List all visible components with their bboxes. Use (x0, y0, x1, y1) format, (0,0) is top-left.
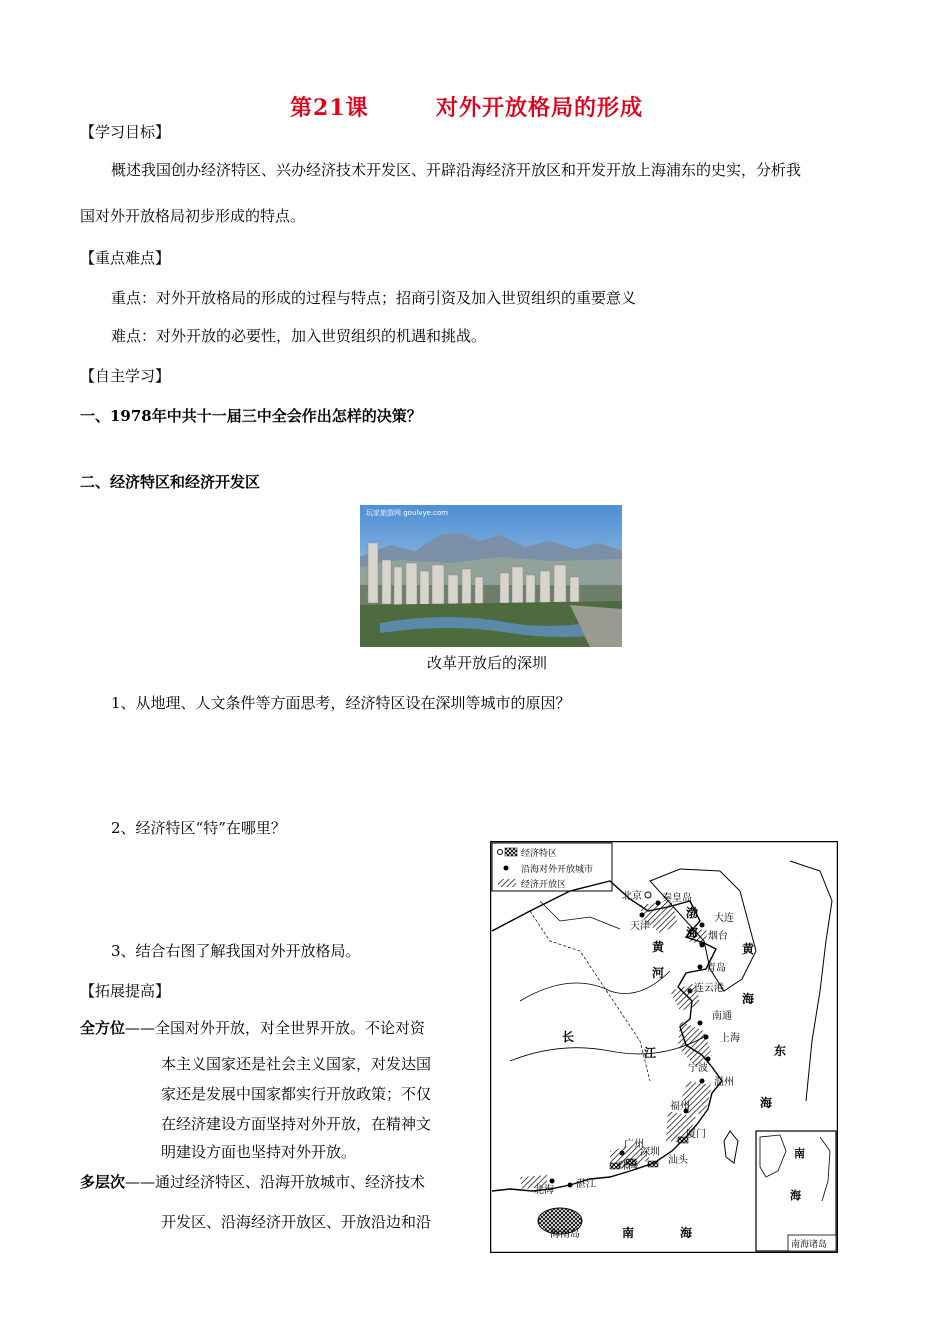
sea-dong-2: 海 (760, 1096, 773, 1110)
quanfangwei-row (80, 1018, 425, 1038)
page-title (290, 91, 643, 122)
legend-2: 沿海对外开放城市 (521, 865, 594, 875)
goals-text-line1: 概述我国创办经济特区、兴办经济技术开发区、开辟沿海经济开放区和开发开放上海浦东的史实，分析我 (111, 161, 802, 179)
city-zhuhai: 珠海 (618, 1161, 638, 1172)
sub-question-1: 1、从地理、人文条件等方面思考，经济特区设在深圳等城市的原因？ (111, 694, 571, 712)
inset-label: 南海诸岛 (791, 1240, 828, 1250)
duocengci-dash: —— (125, 1173, 156, 1191)
sea-huang-2: 海 (742, 992, 755, 1006)
river-huang: 黄 (652, 940, 665, 954)
sea-huang: 黄 (742, 942, 755, 956)
city-beijing: 北京 (622, 891, 642, 902)
city-xiamen: 厦门 (686, 1129, 706, 1140)
duocengci-line1: 通过经济特区、沿海开放城市、经济技术 (155, 1173, 426, 1191)
quanfangwei-dash: —— (125, 1019, 156, 1037)
difficult-point: 难点：对外开放的必要性，加入世贸组织的机遇和挑战。 (111, 327, 487, 345)
sub-question-3: 3、结合右图了解我国对外开放格局。 (111, 942, 361, 960)
inset-hai: 海 (790, 1189, 801, 1202)
river-jiang: 江 (644, 1046, 657, 1060)
sea-dong: 东 (774, 1044, 787, 1058)
sea-bo: 渤 (686, 906, 699, 920)
quanfangwei-line1: 全国对外开放，对全世界开放。不论对资 (155, 1019, 426, 1037)
city-yantai: 烟台 (708, 931, 728, 942)
photo-caption: 改革开放后的深圳 (427, 654, 548, 672)
self-study-heading: 【自主学习】 (80, 367, 171, 385)
quanfangwei-line3: 家还是发展中国家都实行开放政策；不仅 (161, 1085, 432, 1103)
key-point: 重点：对外开放格局的形成的过程与特点；招商引资及加入世贸组织的重要意义 (111, 289, 637, 307)
goals-heading: 【学习目标】 (80, 123, 171, 141)
city-hainan: 海南岛 (550, 1229, 580, 1240)
key-heading: 【重点难点】 (80, 249, 171, 267)
quanfangwei-line2: 本主义国家还是社会主义国家，对发达国 (161, 1055, 432, 1073)
river-chang: 长 (562, 1030, 575, 1044)
sea-nan: 南 (622, 1226, 635, 1240)
extend-heading: 【拓展提高】 (80, 982, 171, 1000)
sea-bo-2: 海 (686, 926, 699, 940)
duocengci-row (80, 1172, 425, 1192)
city-tianjin: 天津 (630, 921, 650, 932)
quanfangwei-line4: 在经济建设方面坚持对外开放，在精神文 (161, 1115, 432, 1133)
quanfangwei-line5: 明建设方面也坚持对外开放。 (161, 1143, 357, 1161)
sub-question-2: 2、经济特区“特”在哪里？ (111, 819, 286, 837)
inset-nan: 南 (794, 1147, 805, 1160)
lesson-name: 对外开放格局的形成 (435, 95, 643, 121)
opening-up-map (490, 841, 838, 1253)
duocengci-label: 多层次 (80, 1173, 126, 1191)
city-qingdao: 青岛 (706, 963, 726, 974)
city-shanghai: 上海 (720, 1033, 740, 1044)
river-he: 河 (652, 966, 665, 980)
city-zhanjiang: 湛江 (576, 1179, 596, 1190)
city-fuzhou: 福州 (670, 1101, 690, 1112)
duocengci-line2: 开发区、沿海经济开放区、开放沿边和沿 (161, 1213, 432, 1231)
city-shenzhen: 深圳 (640, 1147, 660, 1158)
city-guangzhou: 广州 (624, 1139, 644, 1150)
city-shantou: 汕头 (668, 1155, 688, 1166)
city-wenzhou: 温州 (714, 1077, 734, 1088)
city-lianyungang: 连云港 (694, 983, 724, 994)
city-nantong: 南通 (712, 1011, 732, 1022)
city-dalian: 大连 (714, 913, 734, 924)
question-1: 一、1978年中共十一届三中全会作出怎样的决策？ (80, 407, 422, 425)
shenzhen-photo (360, 505, 622, 647)
city-ningbo: 宁波 (688, 1063, 708, 1074)
legend-3: 经济开放区 (521, 880, 567, 890)
legend-1: 经济特区 (521, 849, 558, 859)
goals-text-line2: 国对外开放格局初步形成的特点。 (80, 207, 306, 225)
question-2: 二、经济特区和经济开发区 (80, 473, 261, 491)
quanfangwei-label: 全方位 (80, 1019, 126, 1037)
lesson-number: 第21课 (290, 95, 369, 121)
sea-nan-2: 海 (680, 1226, 693, 1240)
city-beihai: 北海 (534, 1185, 554, 1196)
photo-watermark: 玩家旅游网 goulvye.com (366, 509, 449, 517)
city-qinhuangdao: 秦皇岛 (662, 893, 692, 904)
